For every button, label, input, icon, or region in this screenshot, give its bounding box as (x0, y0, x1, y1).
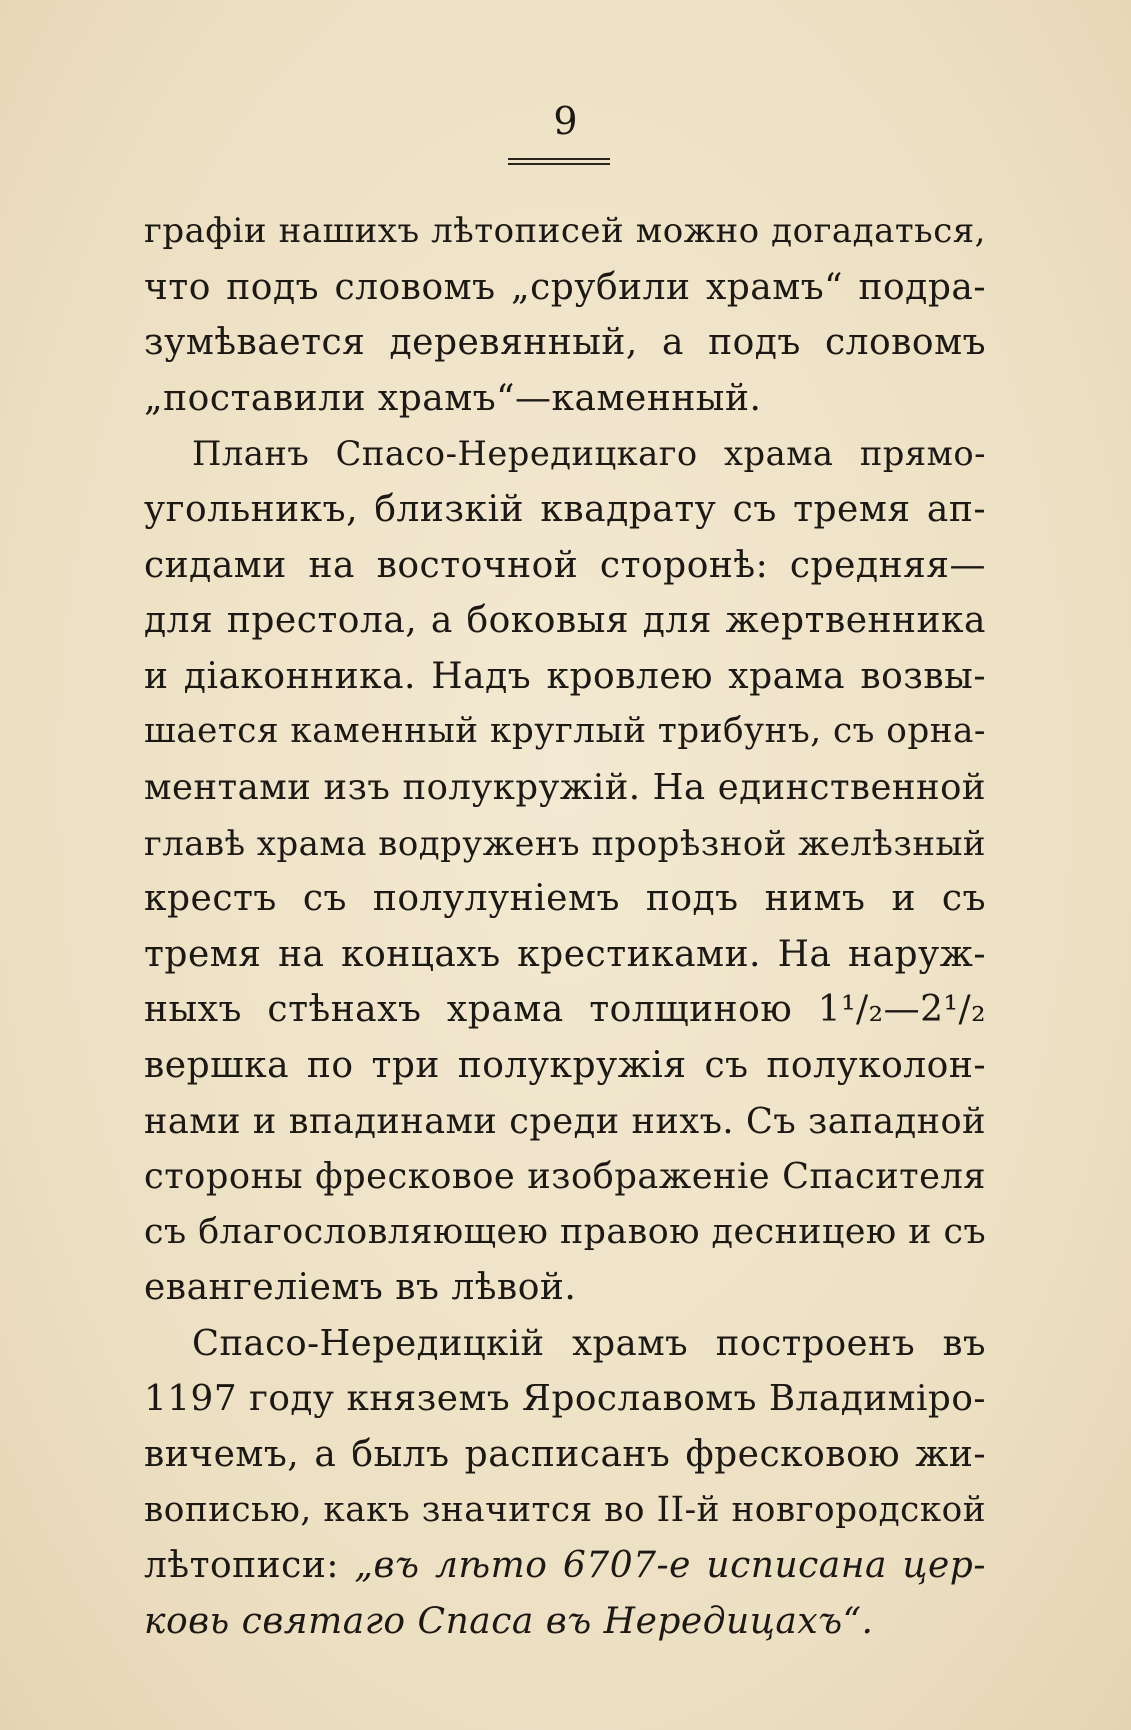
quote-line-1 (144, 1538, 986, 1594)
text-line: вописью, какъ значится во II-й новгородской (144, 1489, 986, 1530)
text-line: вершка по три полукружія съ полуколон- (144, 1044, 986, 1086)
text-line: и діаконника. Надъ кровлею храма возвы- (144, 655, 986, 697)
chronicle-quote-part-2: ковь святаго Спаса въ Нередицахъ“. (144, 1600, 874, 1642)
page-number: 9 (553, 99, 578, 143)
text-line: крестъ съ полулуніемъ подъ нимъ и съ (144, 878, 986, 920)
header-rule-bottom (508, 163, 610, 165)
header-rule-top (508, 158, 610, 160)
text-line: тремя на концахъ крестиками. На наруж- (144, 933, 986, 975)
chronicle-quote-part-1: „въ лѣто 6707-е исписана цер- (354, 1545, 986, 1587)
quote-line-2 (144, 1594, 986, 1650)
text-line: вичемъ, а былъ расписанъ фресковою жи- (144, 1434, 986, 1476)
text-line: „поставили храмъ“—каменный. (144, 377, 762, 419)
text-line: шается каменный круглый трибунъ, съ орна- (144, 711, 986, 752)
text-line: главѣ храма водруженъ прорѣзной желѣзный (144, 823, 986, 863)
text-line: ныхъ стѣнахъ храма толщиною 1¹/₂—2¹/₂ (144, 989, 986, 1031)
text-line: для престола, а боковыя для жертвенника (144, 600, 986, 642)
text-line: Планъ Спасо-Нередицкаго храма прямо- (192, 434, 986, 474)
text-line: 1197 году княземъ Ярославомъ Владиміро- (144, 1378, 986, 1420)
text-line: графіи нашихъ лѣтописей можно догадаться, (144, 211, 986, 251)
text-line: ментами изъ полукружій. На единственной (144, 766, 986, 808)
text-line: зумѣвается деревянный, а подъ словомъ (144, 322, 986, 364)
text-line: съ благословляющею правою десницею и съ (144, 1211, 987, 1252)
body-text (144, 204, 986, 1649)
text-line: евангеліемъ въ лѣвой. (144, 1267, 577, 1309)
quote-prefix: лѣтописи: (144, 1545, 339, 1587)
text-line: нами и впадинами среди нихъ. Съ западной (144, 1100, 986, 1142)
text-line: сидами на восточной сторонѣ: средняя— (144, 544, 986, 586)
text-line: стороны фресковое изображеніе Спасителя (144, 1156, 986, 1198)
text-line: угольникъ, близкій квадрату съ тремя ап- (144, 488, 986, 530)
text-line: что подъ словомъ „срубили храмъ“ подра- (144, 266, 986, 308)
text-line: Спасо-Нередицкій храмъ построенъ въ (192, 1322, 986, 1364)
